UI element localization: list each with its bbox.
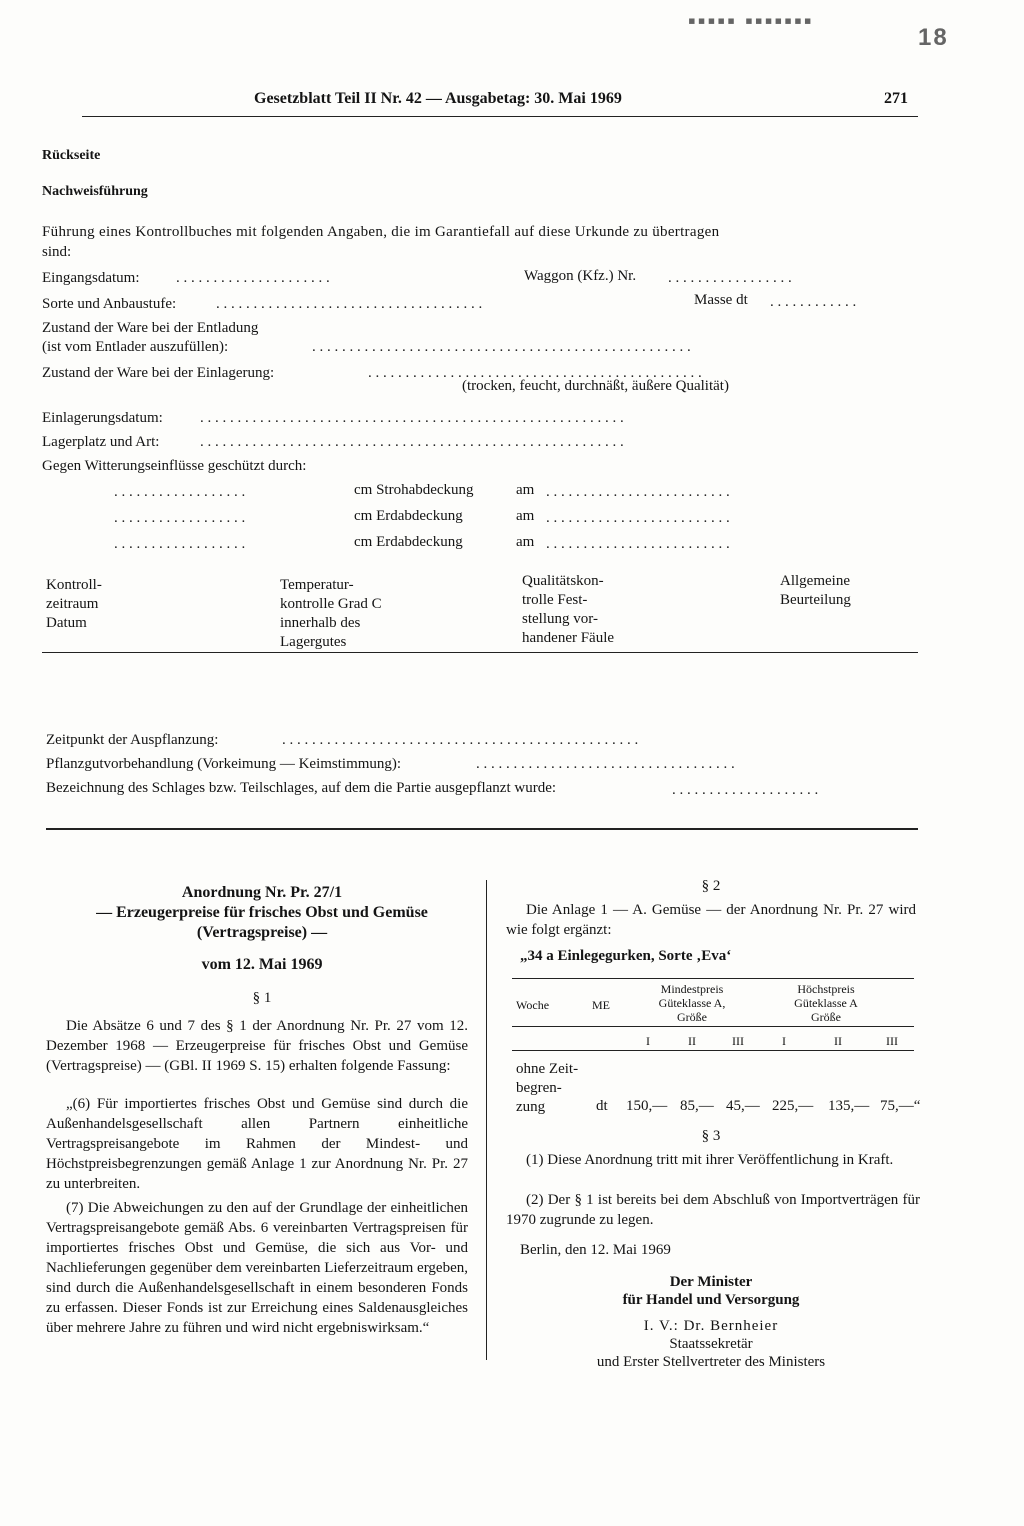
th-hoechstpreis xyxy=(764,982,888,1024)
einlagerungsdatum-label: Einlagerungsdatum: xyxy=(42,410,163,426)
section-3-p2-text: (2) Der § 1 ist bereits bei dem Abschluß von Importverträgen für 1970 zugrunde zu legen. xyxy=(506,1192,920,1228)
th-hoechst-line: Größe xyxy=(811,1010,841,1024)
col1-line: zeitraum xyxy=(46,596,99,612)
th-mindestpreis xyxy=(630,982,754,1024)
paragraph-7-text: (7) Die Abweichungen zu den auf der Grundlage der einheitlichen Vertragspreisangebote gemäß Abs. 6 vereinbarten Vertragspreisen für importiertes frisches Obst und Gemüse, die sich aus Vor- und Nachlieferungen gegenüber dem vereinbarten Lieferzeitraum ergeben, sind durch die Außenhandelsgesellschaft in einem besonderen Fonds zu erfassen. Dieser Fonds ist zur Erreichung eines Saldenausgleiches über mehrere Jahre zu führen und wird nicht ergebniswirksam.“ xyxy=(46,1200,468,1336)
sorte-label: Sorte und Anbaustufe: xyxy=(42,296,177,312)
section-2-text xyxy=(506,900,916,940)
cover-row-2-am-dots: . . . . . . . . . . . . . . . . . . . . . . . . . xyxy=(546,510,730,526)
th-class: II xyxy=(834,1034,842,1048)
cover-row-1-am-dots: . . . . . . . . . . . . . . . . . . . . . . . . . xyxy=(546,484,730,500)
paragraph-6 xyxy=(46,1094,468,1194)
zustand-entladung-dots: . . . . . . . . . . . . . . . . . . . . . . . . . . . . . . . . . . . . . . . . . . . . . . . . . . . xyxy=(312,339,691,355)
section-3-heading: § 3 xyxy=(701,1128,721,1144)
zeitpunkt-label: Zeitpunkt der Auspflanzung: xyxy=(46,732,219,748)
intro-line-2: sind: xyxy=(42,244,72,260)
th-mindest-line: Güteklasse A, xyxy=(658,996,726,1010)
col2-line: innerhalb des xyxy=(280,615,361,631)
cover-row-3-label: cm Erdabdeckung xyxy=(354,534,463,550)
row-value: 75,—“ xyxy=(880,1098,921,1114)
section-1-heading: § 1 xyxy=(252,990,272,1006)
row-value: 135,— xyxy=(828,1098,870,1114)
intro-line-1: Führung eines Kontrollbuches mit folgenden Angaben, die im Garantiefall auf diese Urkunde zu übertragen xyxy=(42,224,720,240)
lagerplatz-label: Lagerplatz und Art: xyxy=(42,434,160,450)
cover-row-3-am: am xyxy=(516,534,535,550)
zustand-entladung-label-2: (ist vom Entlader auszufüllen): xyxy=(42,339,229,355)
th-me: ME xyxy=(592,998,610,1012)
price-table-head-bottom xyxy=(512,1050,914,1051)
masse-dots: . . . . . . . . . . . . xyxy=(770,294,857,310)
item-heading: „34 a Einlegegurken, Sorte ‚Eva‘ xyxy=(520,948,732,964)
col-beurteilung xyxy=(780,572,851,610)
section-2-paragraph: Die Anlage 1 — A. Gemüse — der Anordnung Nr. Pr. 27 wird wie folgt ergänzt: xyxy=(506,902,916,938)
zustand-entladung-label-1: Zustand der Ware bei der Entladung xyxy=(42,320,259,336)
col4-line: Allgemeine xyxy=(780,573,850,589)
column-divider xyxy=(486,880,487,1360)
form-end-rule xyxy=(46,828,918,830)
col-kontrollzeitraum xyxy=(46,576,102,633)
pflanzgut-dots: . . . . . . . . . . . . . . . . . . . . . . . . . . . . . . . . . . . xyxy=(476,756,735,772)
cover-row-2-label: cm Erdabdeckung xyxy=(354,508,463,524)
cover-row-2-am: am xyxy=(516,508,535,524)
row-value: 225,— xyxy=(772,1098,814,1114)
minister-title-2: für Handel und Versorgung xyxy=(622,1292,800,1308)
row-value: 85,— xyxy=(680,1098,714,1114)
section-3-p2 xyxy=(506,1190,920,1230)
row-unit: dt xyxy=(596,1098,608,1114)
place-date: Berlin, den 12. Mai 1969 xyxy=(520,1242,671,1258)
col3-line: Qualitätskon- xyxy=(522,573,604,589)
lagerplatz-dots: . . . . . . . . . . . . . . . . . . . . . . . . . . . . . . . . . . . . . . . . . . . . . . . . . . . . . . . . . xyxy=(200,434,624,450)
bezeichnung-dots: . . . . . . . . . . . . . . . . . . . . xyxy=(672,782,819,798)
eingangsdatum-dots: . . . . . . . . . . . . . . . . . . . . . xyxy=(176,270,330,286)
cover-row-1-am: am xyxy=(516,482,535,498)
signer-role-2: und Erster Stellvertreter des Ministers xyxy=(596,1354,826,1370)
cover-row-2-dots: . . . . . . . . . . . . . . . . . . xyxy=(114,510,246,526)
minister-title-1: Der Minister xyxy=(669,1274,753,1290)
section-3-p1-text: (1) Diese Anordnung tritt mit ihrer Veröffentlichung in Kraft. xyxy=(526,1152,894,1168)
waggon-label: Waggon (Kfz.) Nr. xyxy=(524,268,637,284)
zustand-hint: (trocken, feucht, durchnäßt, äußere Qualität) xyxy=(462,378,729,394)
section-1-paragraph: Die Absätze 6 und 7 des § 1 der Anordnung Nr. Pr. 27 vom 12. Dezember 1968 — Erzeugerpreise für frisches Obst und Gemüse (Vertragspreise) — (GBl. II 1969 S. 15) erhalten folgende Fassung: xyxy=(46,1018,468,1074)
col4-line: Beurteilung xyxy=(780,592,851,608)
col2-line: Temperatur- xyxy=(280,577,354,593)
section-subtitle: Nachweisführung xyxy=(42,184,148,199)
decree-date: vom 12. Mai 1969 xyxy=(201,956,323,973)
witterung-label: Gegen Witterungseinflüsse geschützt durch: xyxy=(42,458,307,474)
cover-row-1-dots: . . . . . . . . . . . . . . . . . . xyxy=(114,484,246,500)
sorte-dots: . . . . . . . . . . . . . . . . . . . . . . . . . . . . . . . . . . . . xyxy=(216,296,483,312)
row-label xyxy=(516,1060,578,1117)
row-value: 45,— xyxy=(726,1098,760,1114)
paragraph-6-text: „(6) Für importiertes frisches Obst und Gemüse sind durch die Außenhandelsgesellschaft allen Partnern einheitliche Vertragspreisangebote im Rahmen der Mindest- und Höchstpreisbegrenzungen gemäß Anlage 1 zur Anordnung Nr. Pr. 27 zu unterbreiten. xyxy=(46,1096,468,1192)
zustand-einlagerung-label: Zustand der Ware bei der Einlagerung: xyxy=(42,365,275,381)
th-class: II xyxy=(688,1034,696,1048)
col2-line: Lagergutes xyxy=(280,634,347,650)
pflanzgut-label: Pflanzgutvorbehandlung (Vorkeimung — Keimstimmung): xyxy=(46,756,402,772)
signer-name: I. V.: Dr. Bernheier xyxy=(643,1318,779,1334)
th-hoechst-line: Güteklasse A xyxy=(794,996,858,1010)
th-class: III xyxy=(886,1034,898,1048)
einlagerungsdatum-dots: . . . . . . . . . . . . . . . . . . . . . . . . . . . . . . . . . . . . . . . . . . . . . . . . . . . . . . . . . xyxy=(200,410,624,426)
waggon-dots: . . . . . . . . . . . . . . . . . xyxy=(668,270,792,286)
col-temperaturkontrolle xyxy=(280,576,382,652)
th-class: I xyxy=(782,1034,786,1048)
section-2-heading: § 2 xyxy=(701,878,721,894)
cover-row-3-am-dots: . . . . . . . . . . . . . . . . . . . . . . . . . xyxy=(546,536,730,552)
col2-line: kontrolle Grad C xyxy=(280,596,382,612)
price-table-mid xyxy=(512,1026,914,1027)
masse-label: Masse dt xyxy=(694,292,748,308)
cover-row-3-dots: . . . . . . . . . . . . . . . . . . xyxy=(114,536,246,552)
col-qualitaetskontrolle xyxy=(522,572,614,648)
col1-line: Kontroll- xyxy=(46,577,102,593)
eingangsdatum-label: Eingangsdatum: xyxy=(42,270,140,286)
row-label-line: zung xyxy=(516,1099,546,1115)
zeitpunkt-dots: . . . . . . . . . . . . . . . . . . . . . . . . . . . . . . . . . . . . . . . . . . . . . . . . xyxy=(282,732,639,748)
col3-line: trolle Fest- xyxy=(522,592,588,608)
col1-line: Datum xyxy=(46,615,87,631)
bezeichnung-label: Bezeichnung des Schlages bzw. Teilschlages, auf dem die Partie ausgepflanzt wurde: xyxy=(46,780,557,796)
paragraph-7 xyxy=(46,1198,468,1338)
row-label-line: ohne Zeit- xyxy=(516,1061,579,1077)
th-mindest-line: Mindestpreis xyxy=(660,982,724,996)
page-header-title: Gesetzblatt Teil II Nr. 42 — Ausgabetag: 30. Mai 1969 xyxy=(254,90,622,107)
section-1-text xyxy=(46,1016,468,1076)
row-value: 150,— xyxy=(626,1098,668,1114)
col3-line: handener Fäule xyxy=(522,630,615,646)
stamp-mark: ▪▪▪▪▪ ▪▪▪▪▪▪▪ xyxy=(688,8,814,33)
zustand-einlagerung-dots: . . . . . . . . . . . . . . . . . . . . . . . . . . . . . . . . . . . . . . . . . . . . . xyxy=(368,365,702,381)
th-class: III xyxy=(732,1034,744,1048)
col3-line: stellung vor- xyxy=(522,611,598,627)
row-label-line: begren- xyxy=(516,1080,562,1096)
cover-row-1-label: cm Strohabdeckung xyxy=(354,482,474,498)
th-woche: Woche xyxy=(516,998,550,1012)
decree-title: Anordnung Nr. Pr. 27/1 xyxy=(181,884,343,901)
decree-subtitle-1: — Erzeugerpreise für frisches Obst und Gemüse xyxy=(96,904,428,921)
stamp-number: 18 xyxy=(918,24,949,51)
decree-subtitle-2: (Vertragspreise) — xyxy=(196,924,328,941)
price-table-top xyxy=(512,978,914,979)
th-mindest-line: Größe xyxy=(677,1010,707,1024)
th-class: I xyxy=(646,1034,650,1048)
section-3-p1 xyxy=(506,1150,920,1170)
header-rule xyxy=(82,116,918,117)
table-rule xyxy=(42,652,918,653)
th-hoechst-line: Höchstpreis xyxy=(797,982,855,996)
signer-role-1: Staatssekretär xyxy=(669,1336,753,1352)
section-label: Rückseite xyxy=(42,148,101,163)
page-number: 271 xyxy=(884,90,908,107)
